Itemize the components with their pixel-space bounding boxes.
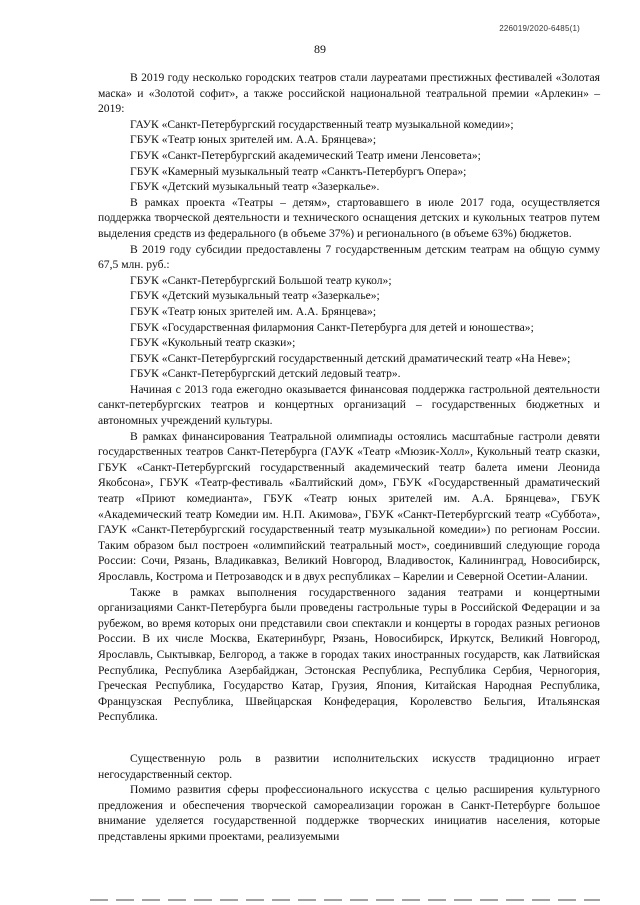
list-item: ГБУК «Театр юных зрителей им. А.А. Брянцева»;: [130, 304, 377, 318]
scan-bottom-edge: [90, 899, 600, 901]
page-number: 89: [314, 42, 326, 56]
paragraph: В рамках проекта «Театры – детям», стартовавшего в июле 2017 года, осуществляется поддержка творческой деятельности и технического оснащения детских и кукольных театров путем выделения средств из федерального (в объеме 37%) и регионального (в объеме 63%) бюджетов.: [98, 195, 600, 240]
paragraph: Также в рамках выполнения государственного задания театрами и концертными организациями Санкт-Петербурга были проведены гастрольные туры в Российской Федерации и за рубежом, во время которых они представили свои спектакли и концерты в городах разных регионов России. В их числе Москва, Екатеринбург, Рязань, Новосибирск, Иркутск, Великий Новгород, Ярославль, Сыктывкар, Белгород, а также в городах таких иностранных государств, как Латвийская Республика, Республика Азербайджан, Эстонская Республика, Республика Сербия, Черногория, Греческая Республика, Государство Катар, Грузия, Япония, Китайская Народная Республика, Французская Республика, Швейцарская Конфедерация, Королевство Бельгия, Итальянская Республика.: [98, 585, 600, 724]
list-item: ГАУК «Санкт-Петербургский государственный театр музыкальной комедии»;: [130, 117, 514, 131]
paragraph: Существенную роль в развитии исполнительских искусств традиционно играет негосударственный сектор.: [98, 751, 600, 781]
paragraph: Начиная с 2013 года ежегодно оказывается финансовая поддержка гастрольной деятельности санкт-петербургских театров и концертных организаций – государственных бюджетных и автономных учреждений культуры.: [98, 382, 600, 428]
document-body: [98, 70, 600, 845]
list-item: ГБУК «Санкт-Петербургский Большой театр кукол»;: [130, 273, 392, 287]
paragraph: В 2019 году несколько городских театров стали лауреатами престижных фестивалей «Золотая маска» и «Золотой софит», а также российской национальной театральной премии «Арлекин» – 2019:: [98, 71, 600, 116]
document-number: 226019/2020-6485(1): [499, 24, 580, 33]
list-item: ГБУК «Санкт-Петербургский академический Театр имени Ленсовета»;: [130, 148, 481, 162]
list-item: ГБУК «Камерный музыкальный театр «Санктъ-Петербургъ Опера»;: [130, 164, 467, 178]
list-item: ГБУК «Санкт-Петербургский государственный детский драматический театр «На Неве»;: [130, 351, 571, 365]
list-item: ГБУК «Детский музыкальный театр «Зазеркалье»;: [130, 289, 380, 303]
list-item: ГБУК «Детский музыкальный театр «Зазеркалье».: [130, 180, 380, 194]
paragraph: Помимо развития сферы профессионального искусства с целью расширения культурного предложения и обеспечения творческой самореализации горожан в Санкт-Петербурге большое внимание уделяется государственной поддержке творческих инициатив населения, которые представлены яркими проектами, реализуемыми: [98, 783, 600, 843]
list-item: ГБУК «Государственная филармония Санкт-Петербурга для детей и юношества»;: [130, 320, 534, 334]
paragraph: В рамках финансирования Театральной олимпиады остоялись масштабные гастроли девяти государственных театров Санкт-Петербурга (ГАУК «Театр «Мюзик-Холл», Кукольный театр сказки, ГБУК «Санкт-Петербургский государственный академический театр балета имени Леонида Якобсона», ГБУК «Театр-фестиваль «Балтийский дом», ГБУК «Государственный драматический театр «Приют комедианта», ГБУК «Театр юных зрителей им. А.А. Брянцева», ГБУК «Академический театр Комедии им. Н.П. Акимова», ГБУК «Санкт-Петербургский театр «Суббота», ГАУК «Санкт-Петербургский государственный театр музыкальной комедии») по регионам России. Таким образом был построен «олимпийский театральный мост», соединивший следующие города России: Сочи, Рязань, Владикавказ, Великий Новгород, Владивосток, Калининград, Новосибирск, Ярославль, Кострома и Петрозаводск и в двух республиках – Карелии и Северной Осетии-Алании.: [98, 429, 600, 583]
paragraph-gap: [98, 725, 600, 751]
paragraph: В 2019 году субсидии предоставлены 7 государственным детским театрам на общую сумму 67,5 млн. руб.:: [98, 242, 600, 272]
list-item: ГБУК «Театр юных зрителей им. А.А. Брянцева»;: [130, 133, 377, 147]
list-item: ГБУК «Санкт-Петербургский детский ледовый театр».: [130, 367, 401, 381]
list-item: ГБУК «Кукольный театр сказки»;: [130, 336, 296, 350]
